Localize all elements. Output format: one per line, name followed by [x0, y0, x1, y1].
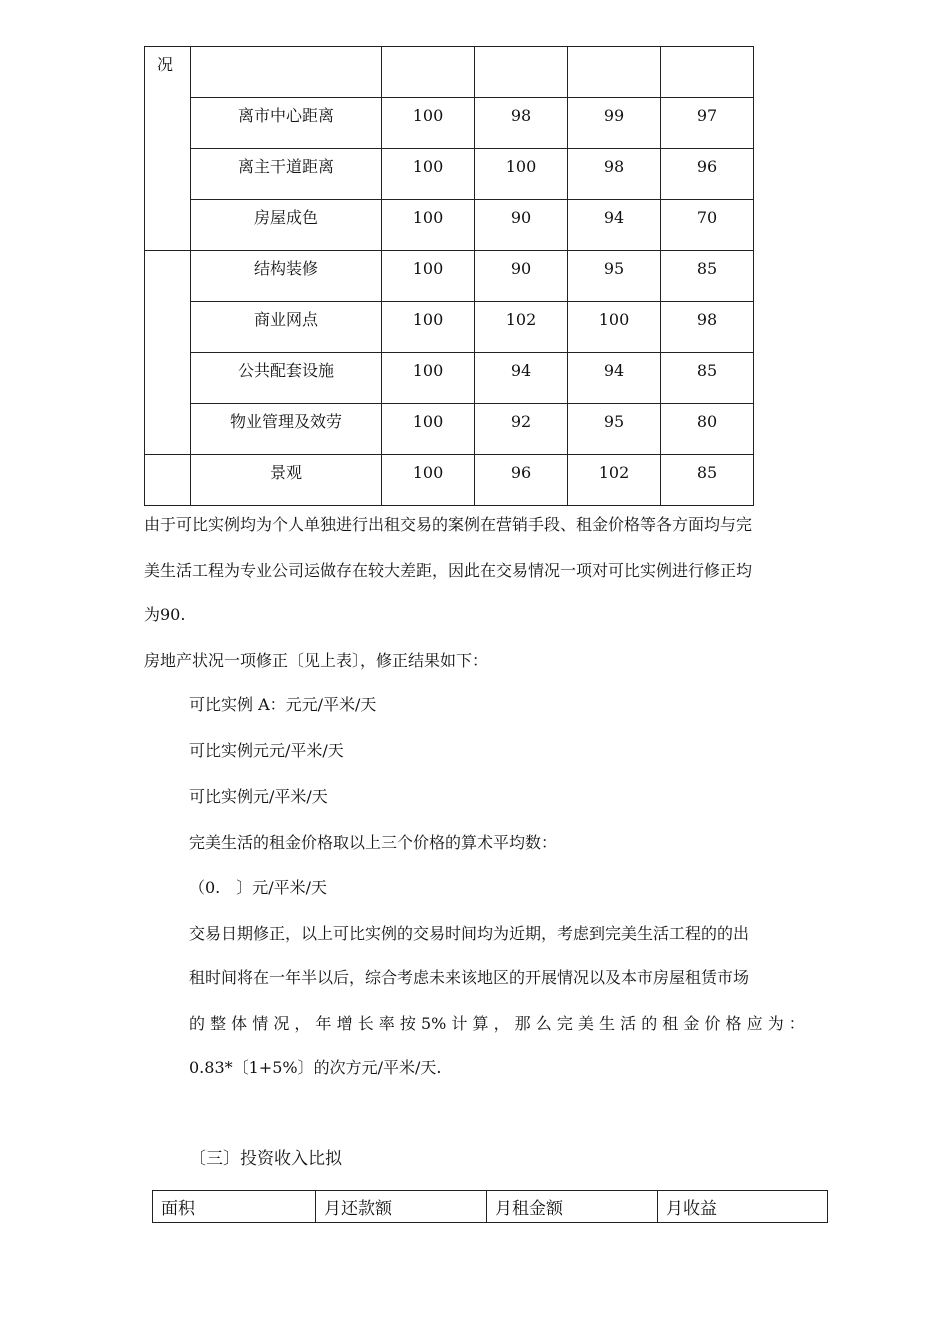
table-row: [145, 353, 754, 404]
side-cell: [145, 251, 191, 455]
value-cell: 100: [568, 302, 661, 353]
value-cell: 100: [382, 200, 475, 251]
value-cell: 85: [661, 353, 754, 404]
header-cell: 月还款额: [316, 1191, 487, 1223]
factor-cell: 物业管理及效劳: [191, 404, 382, 455]
value-cell: 99: [568, 98, 661, 149]
value-cell: 80: [661, 404, 754, 455]
factor-cell: 公共配套设施: [191, 353, 382, 404]
value-cell: 96: [475, 455, 568, 506]
value-cell: 94: [475, 353, 568, 404]
table-row: [145, 200, 754, 251]
paragraph-line: 可比实例 A：元元/平米/天: [189, 695, 377, 714]
table-row: [145, 302, 754, 353]
table-row: [145, 98, 754, 149]
factor-cell: 离市中心距离: [191, 98, 382, 149]
value-cell: 97: [661, 98, 754, 149]
value-cell: 102: [568, 455, 661, 506]
value-cell: 100: [475, 149, 568, 200]
header-cell: 月收益: [658, 1191, 828, 1223]
value-cell: [568, 47, 661, 98]
paragraph-line: （0. 〕元/平米/天: [189, 878, 328, 897]
factor-cell: 景观: [191, 455, 382, 506]
table-row: [145, 251, 754, 302]
value-cell: 98: [661, 302, 754, 353]
table-row: [145, 149, 754, 200]
value-cell: 100: [382, 455, 475, 506]
value-cell: 70: [661, 200, 754, 251]
value-cell: 102: [475, 302, 568, 353]
side-cell: 况: [145, 47, 191, 251]
factor-cell: 离主干道距离: [191, 149, 382, 200]
section-title: 〔三〕投资收入比拟: [189, 1149, 342, 1169]
value-cell: [382, 47, 475, 98]
value-cell: 100: [382, 98, 475, 149]
value-cell: 95: [568, 251, 661, 302]
value-cell: 85: [661, 455, 754, 506]
paragraph-line: 租时间将在一年半以后，综合考虑未来该地区的开展情况以及本市房屋租赁市场: [189, 968, 750, 987]
value-cell: 94: [568, 200, 661, 251]
factor-cell: [191, 47, 382, 98]
paragraph-line: 可比实例元/平米/天: [189, 787, 328, 806]
table-row: [145, 47, 754, 98]
value-cell: [661, 47, 754, 98]
value-cell: 100: [382, 404, 475, 455]
paragraph-line: 可比实例元元/平米/天: [189, 741, 344, 760]
paragraph-line: 的 整 体 情 况 ， 年 增 长 率 按 5% 计 算 ， 那 么 完 美 生 活 的 租 金 价 格 应 为 ：: [189, 1014, 805, 1033]
table-row: [145, 404, 754, 455]
header-cell: 月租金额: [487, 1191, 658, 1223]
factor-cell: 结构装修: [191, 251, 382, 302]
value-cell: 92: [475, 404, 568, 455]
value-cell: 98: [568, 149, 661, 200]
value-cell: 96: [661, 149, 754, 200]
value-cell: 100: [382, 251, 475, 302]
factor-cell: 商业网点: [191, 302, 382, 353]
paragraph-line: 美生活工程为专业公司运做存在较大差距，因此在交易情况一项对可比实例进行修正均: [144, 561, 753, 580]
paragraph-line: 房地产状况一项修正〔见上表〕，修正结果如下：: [144, 651, 489, 670]
investment-table: [152, 1190, 828, 1223]
paragraph-line: 交易日期修正，以上可比实例的交易时间均为近期，考虑到完美生活工程的的出: [189, 924, 750, 943]
value-cell: 85: [661, 251, 754, 302]
paragraph-line: 完美生活的租金价格取以上三个价格的算术平均数：: [189, 833, 558, 852]
value-cell: 98: [475, 98, 568, 149]
value-cell: 94: [568, 353, 661, 404]
factor-cell: 房屋成色: [191, 200, 382, 251]
table-header-row: [153, 1191, 828, 1223]
header-cell: 面积: [153, 1191, 316, 1223]
value-cell: 100: [382, 149, 475, 200]
side-cell: [145, 455, 191, 506]
comparison-table: [144, 46, 754, 506]
table-row: [145, 455, 754, 506]
value-cell: 100: [382, 302, 475, 353]
paragraph-line: 为90.: [144, 605, 186, 624]
paragraph-line: 0.83*〔1+5%〕的次方元/平米/天.: [189, 1058, 442, 1077]
value-cell: [475, 47, 568, 98]
paragraph-line: 由于可比实例均为个人单独进行出租交易的案例在营销手段、租金价格等各方面均与完: [144, 515, 753, 534]
value-cell: 90: [475, 200, 568, 251]
value-cell: 95: [568, 404, 661, 455]
value-cell: 90: [475, 251, 568, 302]
value-cell: 100: [382, 353, 475, 404]
